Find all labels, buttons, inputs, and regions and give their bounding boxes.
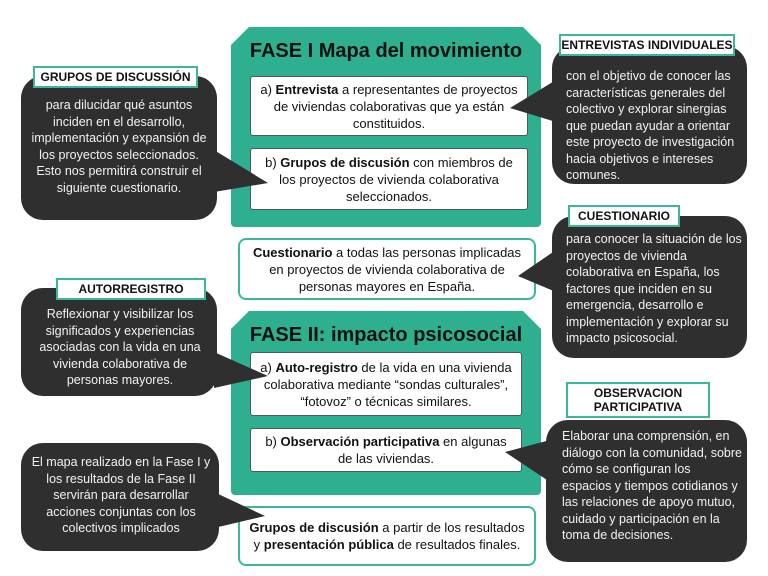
final-text-mid: a partir de los resultados y bbox=[253, 520, 525, 552]
final-text-end: de resultados finales. bbox=[393, 537, 521, 552]
phase1-a-bold: Entrevista bbox=[275, 81, 339, 97]
phase2-a-bold: Auto-registro bbox=[275, 359, 358, 375]
observacion-tag bbox=[566, 382, 710, 418]
phase1-b-text: con miembros de los proyectos de vivienda colaborativa seleccionados. bbox=[279, 154, 513, 204]
questionnaire-bold: Cuestionario bbox=[252, 244, 333, 260]
phase2-b-bold: Observación participativa bbox=[280, 434, 440, 449]
final-bold-2: presentación pública bbox=[263, 537, 394, 552]
autorregistro-text: Reflexionar y visibilizar los significados y experiencias asociadas con la vida en una vivienda colaborativa de personas mayores. bbox=[39, 307, 201, 387]
final-bold-1: Grupos de discusión bbox=[249, 520, 379, 535]
phase2-b-prefix: b) bbox=[265, 434, 281, 449]
entrevistas-tag: ENTREVISTAS INDIVIDUALES bbox=[559, 34, 735, 56]
entrevistas-text: con el objetivo de conocer las características generales del colectivo y explorar sinergias que puedan ayudar a orientar este proyecto de investigación hacia objetivos e intereses comunes. bbox=[566, 69, 735, 182]
questionnaire-text: a todas las personas implicadas en proyectos de vivienda colaborativa de personas mayores en España. bbox=[269, 244, 522, 294]
autorregistro-tag: AUTORREGISTRO bbox=[56, 278, 206, 300]
phase1-a-prefix: a) bbox=[260, 81, 276, 97]
observacion-tag-line2: PARTICIPATIVA bbox=[593, 400, 683, 414]
phase1-b-prefix: b) bbox=[265, 154, 281, 170]
grupos-text: para dilucidar qué asuntos inciden en el desarrollo, implementación y expansión de los proyectos seleccionados. Esto nos permitirá construir el siguiente cuestionario. bbox=[31, 98, 207, 195]
phase2-a-prefix: a) bbox=[260, 359, 276, 375]
phase2-title: FASE II: impacto psicosocial bbox=[249, 324, 523, 346]
mapa-text: El mapa realizado en la Fase I y los resultados de la Fase II servirán para desarrollar acciones conjuntas con los colectivos implicados bbox=[31, 455, 211, 535]
cuestionario-text: para conocer la situación de los proyectos de vivienda colaborativa en España, los factores que inciden en su emergencia, desarrollo e implementación y explorar su impacto psicosocial. bbox=[566, 232, 742, 345]
phase2-a-text: de la vida en una vivienda colaborativa mediante “sondas culturales”, “fotovoz” o técnicas similares. bbox=[263, 359, 512, 409]
cuestionario-tag: CUESTIONARIO bbox=[568, 205, 680, 227]
grupos-tag: GRUPOS DE DISCUSSIÓN bbox=[33, 66, 198, 88]
observacion-tag-line1: OBSERVACION bbox=[593, 386, 683, 400]
phase1-title: FASE I Mapa del movimiento bbox=[249, 40, 523, 62]
observacion-text: Elaborar una comprensión, en diálogo con la comunidad, sobre cómo se configuran los espacios y tiempos cotidianos y las relaciones de apoyo mutuo, cuidado y participación en la toma de decisiones. bbox=[562, 429, 742, 542]
phase2-b-text: en algunas de las viviendas. bbox=[337, 434, 507, 466]
phase1-a-text: a representantes de proyectos de viviendas colaborativas que ya están constituidos. bbox=[273, 81, 518, 131]
phase1-b-bold: Grupos de discusión bbox=[280, 154, 410, 170]
